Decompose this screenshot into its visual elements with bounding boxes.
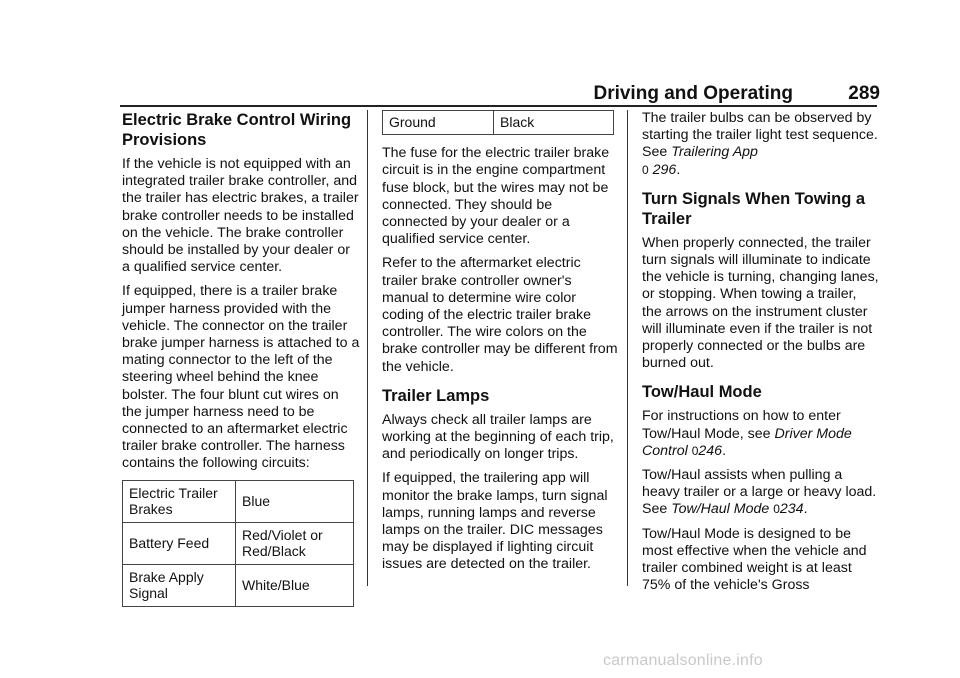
page-ref-arrow-icon: 0 [773, 502, 780, 517]
paragraph: The fuse for the electric trailer brake circuit is in the engine compartment fuse block, but the wires may not be connected. They should be connected by your dealer or a qualified service center. [382, 145, 610, 248]
column-divider-2 [627, 110, 628, 586]
heading-brake-wiring: Electric Brake Control Wiring Provisions [122, 111, 352, 149]
column-divider-1 [367, 110, 368, 586]
page-ref-arrow-icon: 0 [691, 443, 699, 458]
cross-reference-link[interactable]: Trailering App [671, 144, 758, 161]
color-cell: Black [494, 111, 614, 135]
page-reference: 296 [652, 161, 677, 178]
column-2 [382, 110, 620, 581]
paragraph: The trailer bulbs can be observed by starting the trailer light test sequence. See Trailering App 0 296. [642, 110, 878, 178]
page-header [0, 80, 880, 108]
heading-tow-haul: Tow/Haul Mode [642, 383, 762, 402]
color-cell: Blue [236, 480, 354, 522]
section-title: Driving and Operating [593, 83, 793, 104]
header-divider [120, 105, 877, 107]
table-row [123, 480, 354, 522]
cross-reference-link[interactable]: Tow/Haul Mode [671, 501, 770, 518]
paragraph: Refer to the aftermarket electric trailer brake controller owner's manual to determine wire color coding of the electric trailer brake controller. The wire colors on the brake controller may be different from the vehicle. [382, 255, 618, 375]
page-reference: 246 [698, 442, 723, 459]
paragraph: If the vehicle is not equipped with an integrated trailer brake controller, and the trailer has electric brakes, a trailer brake controller needs to be installed on the vehicle. The brake controller should be installed by your dealer or a qualified service center. [122, 156, 359, 276]
heading-trailer-lamps: Trailer Lamps [382, 386, 490, 405]
table-row [123, 564, 354, 606]
circuit-cell: Electric Trailer Brakes [123, 480, 236, 522]
heading-turn-signals: Turn Signals When Towing a Trailer [642, 189, 866, 228]
circuit-cell: Brake Apply Signal [123, 564, 236, 606]
paragraph: For instructions on how to enter Tow/Haul Mode, see Driver Mode Control 0246. [642, 408, 852, 459]
paragraph: If equipped, there is a trailer brake jumper harness provided with the vehicle. The connector on the trailer brake jumper harness is attached to a mating connector to the left of the steering wheel behind the knee bolster. The four blunt cut wires on the jumper harness need to be connected to an aftermarket electric trailer brake controller. The harness contains the following circuits: [122, 283, 360, 472]
color-cell: White/Blue [236, 564, 354, 606]
circuit-cell: Ground [383, 111, 494, 135]
circuit-cell: Battery Feed [123, 522, 236, 564]
page-ref-arrow-icon: 0 [642, 162, 649, 177]
circuit-table-continued [382, 110, 614, 135]
table-row [123, 522, 354, 564]
paragraph-text: Tow/Haul assists when pulling a heavy trailer or a large or heavy load. See [642, 467, 877, 518]
cross-reference-link[interactable]: Driver Mode Control [642, 425, 852, 459]
table-row [383, 111, 614, 135]
page-reference: 234 [779, 501, 804, 518]
color-cell: Red/Violet or Red/Black [236, 522, 354, 564]
paragraph: Tow/Haul Mode is designed to be most effective when the vehicle and trailer combined weight is at least 75% of the vehicle's Gross [642, 525, 867, 594]
paragraph: If equipped, the trailering app will monitor the brake lamps, turn signal lamps, running lamps and reverse lamps on the trailer. DIC messages may be displayed if lighting circuit issues are detected on the trailer. [382, 470, 608, 573]
column-3 [642, 110, 880, 601]
paragraph-text: The trailer bulbs can be observed by starting the trailer light test sequence. See [642, 110, 878, 161]
page-number: 289 [848, 83, 880, 104]
paragraph: Tow/Haul assists when pulling a heavy trailer or a large or heavy load. See Tow/Haul Mode 0234. [642, 467, 877, 518]
circuit-table [122, 480, 354, 607]
watermark: carmanualsonline.info [603, 652, 763, 669]
paragraph: Always check all trailer lamps are working at the beginning of each trip, and periodically on longer trips. [382, 411, 614, 463]
paragraph-text: For instructions on how to enter Tow/Haul Mode, see [642, 408, 841, 442]
column-1 [122, 110, 360, 607]
paragraph: When properly connected, the trailer turn signals will illuminate to indicate the vehicle is turning, changing lanes, or stopping. When towing a trailer, the arrows on the instrument cluster will illuminate even if the trailer is not properly connected or the bulbs are burned out. [642, 234, 879, 372]
